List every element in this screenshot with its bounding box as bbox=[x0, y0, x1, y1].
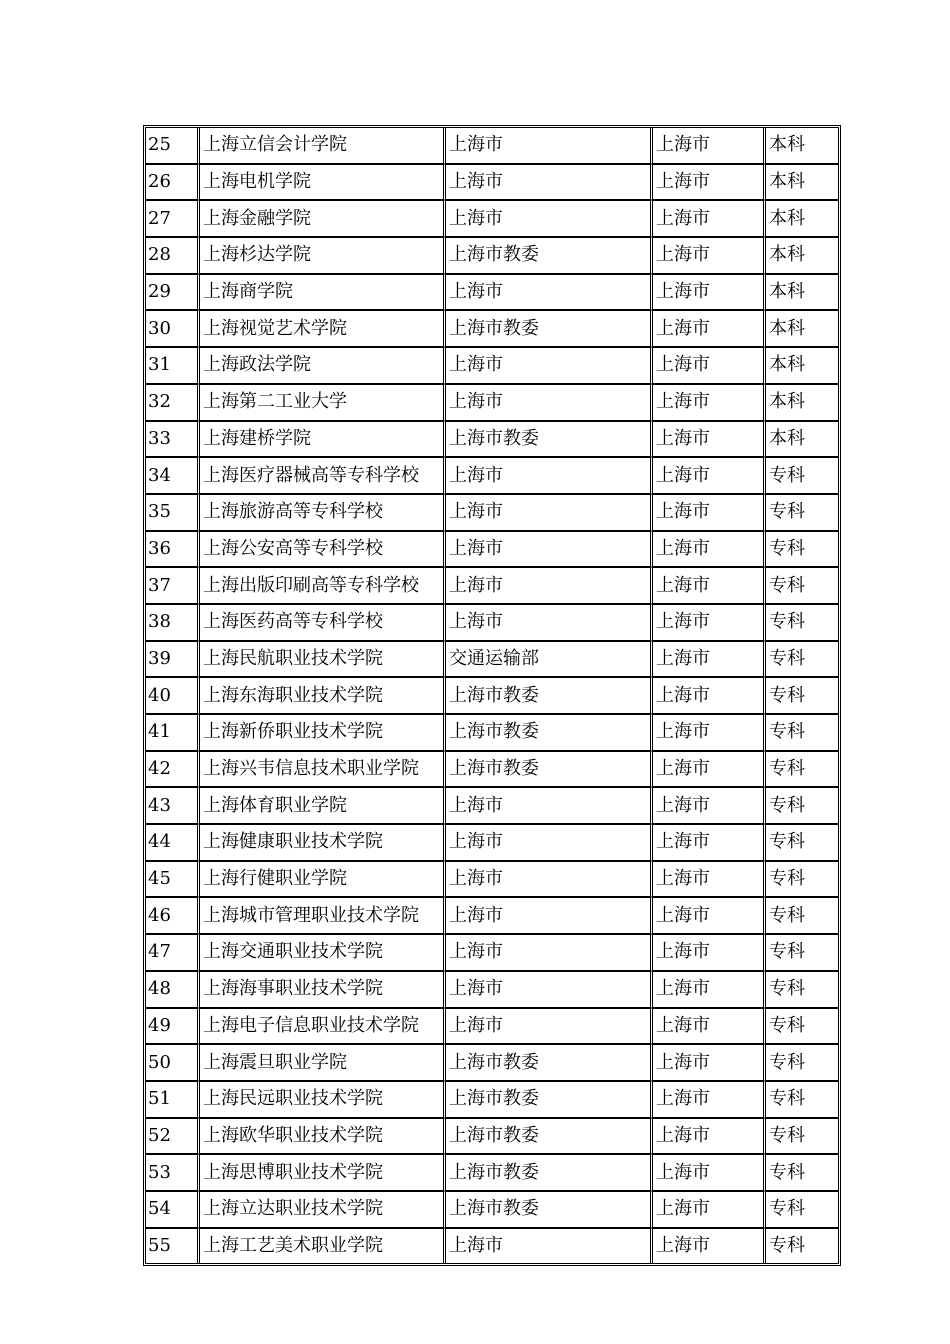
table-row bbox=[146, 677, 838, 714]
location-cell: 上海市 bbox=[650, 347, 763, 384]
row-number-cell: 34 bbox=[146, 457, 197, 494]
location-cell: 上海市 bbox=[650, 237, 763, 274]
education-level-cell: 专科 bbox=[763, 1228, 838, 1264]
institution-name-cell: 上海商学院 bbox=[197, 274, 443, 311]
authority-cell: 上海市教委 bbox=[443, 714, 650, 751]
authority-cell: 上海市教委 bbox=[443, 237, 650, 274]
authority-cell: 上海市 bbox=[443, 274, 650, 311]
table-row bbox=[146, 128, 838, 164]
table-row bbox=[146, 824, 838, 861]
location-cell: 上海市 bbox=[650, 1044, 763, 1081]
row-number-cell: 35 bbox=[146, 494, 197, 531]
institution-name-cell: 上海电子信息职业技术学院 bbox=[197, 1008, 443, 1045]
location-cell: 上海市 bbox=[650, 824, 763, 861]
institution-name-cell: 上海体育职业学院 bbox=[197, 787, 443, 824]
location-cell: 上海市 bbox=[650, 1118, 763, 1155]
table-row bbox=[146, 237, 838, 274]
institution-name-cell: 上海出版印刷高等专科学校 bbox=[197, 567, 443, 604]
table-row bbox=[146, 934, 838, 971]
authority-cell: 上海市教委 bbox=[443, 421, 650, 458]
location-cell: 上海市 bbox=[650, 310, 763, 347]
authority-cell: 上海市 bbox=[443, 934, 650, 971]
education-level-cell: 本科 bbox=[763, 421, 838, 458]
authority-cell: 上海市 bbox=[443, 1008, 650, 1045]
education-level-cell: 本科 bbox=[763, 310, 838, 347]
authority-cell: 上海市 bbox=[443, 128, 650, 164]
table-row bbox=[146, 1044, 838, 1081]
location-cell: 上海市 bbox=[650, 531, 763, 568]
row-number-cell: 43 bbox=[146, 787, 197, 824]
row-number-cell: 51 bbox=[146, 1081, 197, 1118]
authority-cell: 上海市教委 bbox=[443, 1154, 650, 1191]
row-number-cell: 42 bbox=[146, 751, 197, 788]
education-level-cell: 专科 bbox=[763, 641, 838, 678]
institution-name-cell: 上海民航职业技术学院 bbox=[197, 641, 443, 678]
education-level-cell: 专科 bbox=[763, 677, 838, 714]
institution-name-cell: 上海电机学院 bbox=[197, 164, 443, 201]
education-level-cell: 专科 bbox=[763, 1154, 838, 1191]
institution-name-cell: 上海杉达学院 bbox=[197, 237, 443, 274]
table-row bbox=[146, 1008, 838, 1045]
education-level-cell: 专科 bbox=[763, 934, 838, 971]
location-cell: 上海市 bbox=[650, 604, 763, 641]
table-row bbox=[146, 310, 838, 347]
education-level-cell: 专科 bbox=[763, 1118, 838, 1155]
row-number-cell: 29 bbox=[146, 274, 197, 311]
row-number-cell: 48 bbox=[146, 971, 197, 1008]
institution-name-cell: 上海东海职业技术学院 bbox=[197, 677, 443, 714]
table-body bbox=[146, 128, 838, 1263]
college-table-frame bbox=[143, 125, 841, 1266]
location-cell: 上海市 bbox=[650, 1191, 763, 1228]
institution-name-cell: 上海震旦职业学院 bbox=[197, 1044, 443, 1081]
table-row bbox=[146, 567, 838, 604]
authority-cell: 上海市 bbox=[443, 384, 650, 421]
location-cell: 上海市 bbox=[650, 861, 763, 898]
table-row bbox=[146, 1154, 838, 1191]
education-level-cell: 专科 bbox=[763, 897, 838, 934]
institution-name-cell: 上海金融学院 bbox=[197, 200, 443, 237]
institution-name-cell: 上海公安高等专科学校 bbox=[197, 531, 443, 568]
location-cell: 上海市 bbox=[650, 897, 763, 934]
row-number-cell: 50 bbox=[146, 1044, 197, 1081]
authority-cell: 上海市 bbox=[443, 787, 650, 824]
authority-cell: 上海市 bbox=[443, 347, 650, 384]
table-row bbox=[146, 421, 838, 458]
row-number-cell: 37 bbox=[146, 567, 197, 604]
college-table bbox=[146, 128, 838, 1263]
row-number-cell: 25 bbox=[146, 128, 197, 164]
institution-name-cell: 上海政法学院 bbox=[197, 347, 443, 384]
institution-name-cell: 上海医药高等专科学校 bbox=[197, 604, 443, 641]
authority-cell: 上海市教委 bbox=[443, 310, 650, 347]
table-row bbox=[146, 531, 838, 568]
education-level-cell: 专科 bbox=[763, 1008, 838, 1045]
table-row bbox=[146, 751, 838, 788]
table-row bbox=[146, 641, 838, 678]
authority-cell: 上海市 bbox=[443, 567, 650, 604]
table-row bbox=[146, 164, 838, 201]
table-row bbox=[146, 347, 838, 384]
location-cell: 上海市 bbox=[650, 641, 763, 678]
institution-name-cell: 上海民远职业技术学院 bbox=[197, 1081, 443, 1118]
institution-name-cell: 上海思博职业技术学院 bbox=[197, 1154, 443, 1191]
row-number-cell: 40 bbox=[146, 677, 197, 714]
education-level-cell: 本科 bbox=[763, 384, 838, 421]
table-row bbox=[146, 494, 838, 531]
authority-cell: 上海市教委 bbox=[443, 751, 650, 788]
education-level-cell: 本科 bbox=[763, 347, 838, 384]
table-row bbox=[146, 861, 838, 898]
authority-cell: 上海市教委 bbox=[443, 1081, 650, 1118]
row-number-cell: 47 bbox=[146, 934, 197, 971]
row-number-cell: 39 bbox=[146, 641, 197, 678]
row-number-cell: 32 bbox=[146, 384, 197, 421]
row-number-cell: 27 bbox=[146, 200, 197, 237]
education-level-cell: 本科 bbox=[763, 274, 838, 311]
row-number-cell: 33 bbox=[146, 421, 197, 458]
education-level-cell: 本科 bbox=[763, 164, 838, 201]
table-row bbox=[146, 384, 838, 421]
location-cell: 上海市 bbox=[650, 128, 763, 164]
table-row bbox=[146, 1191, 838, 1228]
location-cell: 上海市 bbox=[650, 677, 763, 714]
table-row bbox=[146, 200, 838, 237]
education-level-cell: 本科 bbox=[763, 237, 838, 274]
location-cell: 上海市 bbox=[650, 164, 763, 201]
row-number-cell: 26 bbox=[146, 164, 197, 201]
education-level-cell: 专科 bbox=[763, 604, 838, 641]
table-row bbox=[146, 1228, 838, 1264]
education-level-cell: 专科 bbox=[763, 1044, 838, 1081]
row-number-cell: 44 bbox=[146, 824, 197, 861]
institution-name-cell: 上海立达职业技术学院 bbox=[197, 1191, 443, 1228]
row-number-cell: 41 bbox=[146, 714, 197, 751]
location-cell: 上海市 bbox=[650, 274, 763, 311]
institution-name-cell: 上海新侨职业技术学院 bbox=[197, 714, 443, 751]
table-row bbox=[146, 971, 838, 1008]
institution-name-cell: 上海工艺美术职业学院 bbox=[197, 1228, 443, 1264]
authority-cell: 上海市 bbox=[443, 604, 650, 641]
institution-name-cell: 上海交通职业技术学院 bbox=[197, 934, 443, 971]
education-level-cell: 专科 bbox=[763, 971, 838, 1008]
authority-cell: 上海市 bbox=[443, 1228, 650, 1264]
row-number-cell: 36 bbox=[146, 531, 197, 568]
location-cell: 上海市 bbox=[650, 421, 763, 458]
row-number-cell: 38 bbox=[146, 604, 197, 641]
institution-name-cell: 上海行健职业学院 bbox=[197, 861, 443, 898]
table-row bbox=[146, 714, 838, 751]
authority-cell: 上海市 bbox=[443, 457, 650, 494]
location-cell: 上海市 bbox=[650, 457, 763, 494]
location-cell: 上海市 bbox=[650, 787, 763, 824]
institution-name-cell: 上海旅游高等专科学校 bbox=[197, 494, 443, 531]
authority-cell: 上海市 bbox=[443, 494, 650, 531]
institution-name-cell: 上海城市管理职业技术学院 bbox=[197, 897, 443, 934]
education-level-cell: 专科 bbox=[763, 531, 838, 568]
authority-cell: 上海市 bbox=[443, 531, 650, 568]
location-cell: 上海市 bbox=[650, 1008, 763, 1045]
authority-cell: 上海市 bbox=[443, 164, 650, 201]
authority-cell: 上海市教委 bbox=[443, 1191, 650, 1228]
authority-cell: 上海市 bbox=[443, 971, 650, 1008]
row-number-cell: 54 bbox=[146, 1191, 197, 1228]
authority-cell: 上海市 bbox=[443, 824, 650, 861]
institution-name-cell: 上海建桥学院 bbox=[197, 421, 443, 458]
location-cell: 上海市 bbox=[650, 200, 763, 237]
education-level-cell: 本科 bbox=[763, 128, 838, 164]
location-cell: 上海市 bbox=[650, 1081, 763, 1118]
location-cell: 上海市 bbox=[650, 494, 763, 531]
row-number-cell: 52 bbox=[146, 1118, 197, 1155]
institution-name-cell: 上海立信会计学院 bbox=[197, 128, 443, 164]
authority-cell: 上海市教委 bbox=[443, 677, 650, 714]
education-level-cell: 专科 bbox=[763, 1081, 838, 1118]
location-cell: 上海市 bbox=[650, 971, 763, 1008]
location-cell: 上海市 bbox=[650, 1154, 763, 1191]
table-row bbox=[146, 457, 838, 494]
table-row bbox=[146, 787, 838, 824]
row-number-cell: 55 bbox=[146, 1228, 197, 1264]
row-number-cell: 49 bbox=[146, 1008, 197, 1045]
location-cell: 上海市 bbox=[650, 934, 763, 971]
table-row bbox=[146, 604, 838, 641]
institution-name-cell: 上海海事职业技术学院 bbox=[197, 971, 443, 1008]
authority-cell: 上海市教委 bbox=[443, 1044, 650, 1081]
row-number-cell: 45 bbox=[146, 861, 197, 898]
education-level-cell: 专科 bbox=[763, 824, 838, 861]
row-number-cell: 31 bbox=[146, 347, 197, 384]
authority-cell: 交通运输部 bbox=[443, 641, 650, 678]
institution-name-cell: 上海第二工业大学 bbox=[197, 384, 443, 421]
authority-cell: 上海市 bbox=[443, 200, 650, 237]
row-number-cell: 46 bbox=[146, 897, 197, 934]
location-cell: 上海市 bbox=[650, 714, 763, 751]
row-number-cell: 30 bbox=[146, 310, 197, 347]
row-number-cell: 28 bbox=[146, 237, 197, 274]
education-level-cell: 专科 bbox=[763, 1191, 838, 1228]
education-level-cell: 专科 bbox=[763, 861, 838, 898]
table-row bbox=[146, 1118, 838, 1155]
authority-cell: 上海市教委 bbox=[443, 1118, 650, 1155]
table-row bbox=[146, 274, 838, 311]
education-level-cell: 专科 bbox=[763, 751, 838, 788]
education-level-cell: 本科 bbox=[763, 200, 838, 237]
table-row bbox=[146, 1081, 838, 1118]
education-level-cell: 专科 bbox=[763, 714, 838, 751]
location-cell: 上海市 bbox=[650, 567, 763, 604]
institution-name-cell: 上海兴韦信息技术职业学院 bbox=[197, 751, 443, 788]
authority-cell: 上海市 bbox=[443, 861, 650, 898]
institution-name-cell: 上海欧华职业技术学院 bbox=[197, 1118, 443, 1155]
education-level-cell: 专科 bbox=[763, 457, 838, 494]
education-level-cell: 专科 bbox=[763, 494, 838, 531]
location-cell: 上海市 bbox=[650, 1228, 763, 1264]
institution-name-cell: 上海医疗器械高等专科学校 bbox=[197, 457, 443, 494]
institution-name-cell: 上海健康职业技术学院 bbox=[197, 824, 443, 861]
authority-cell: 上海市 bbox=[443, 897, 650, 934]
location-cell: 上海市 bbox=[650, 751, 763, 788]
education-level-cell: 专科 bbox=[763, 567, 838, 604]
row-number-cell: 53 bbox=[146, 1154, 197, 1191]
institution-name-cell: 上海视觉艺术学院 bbox=[197, 310, 443, 347]
table-row bbox=[146, 897, 838, 934]
education-level-cell: 专科 bbox=[763, 787, 838, 824]
location-cell: 上海市 bbox=[650, 384, 763, 421]
